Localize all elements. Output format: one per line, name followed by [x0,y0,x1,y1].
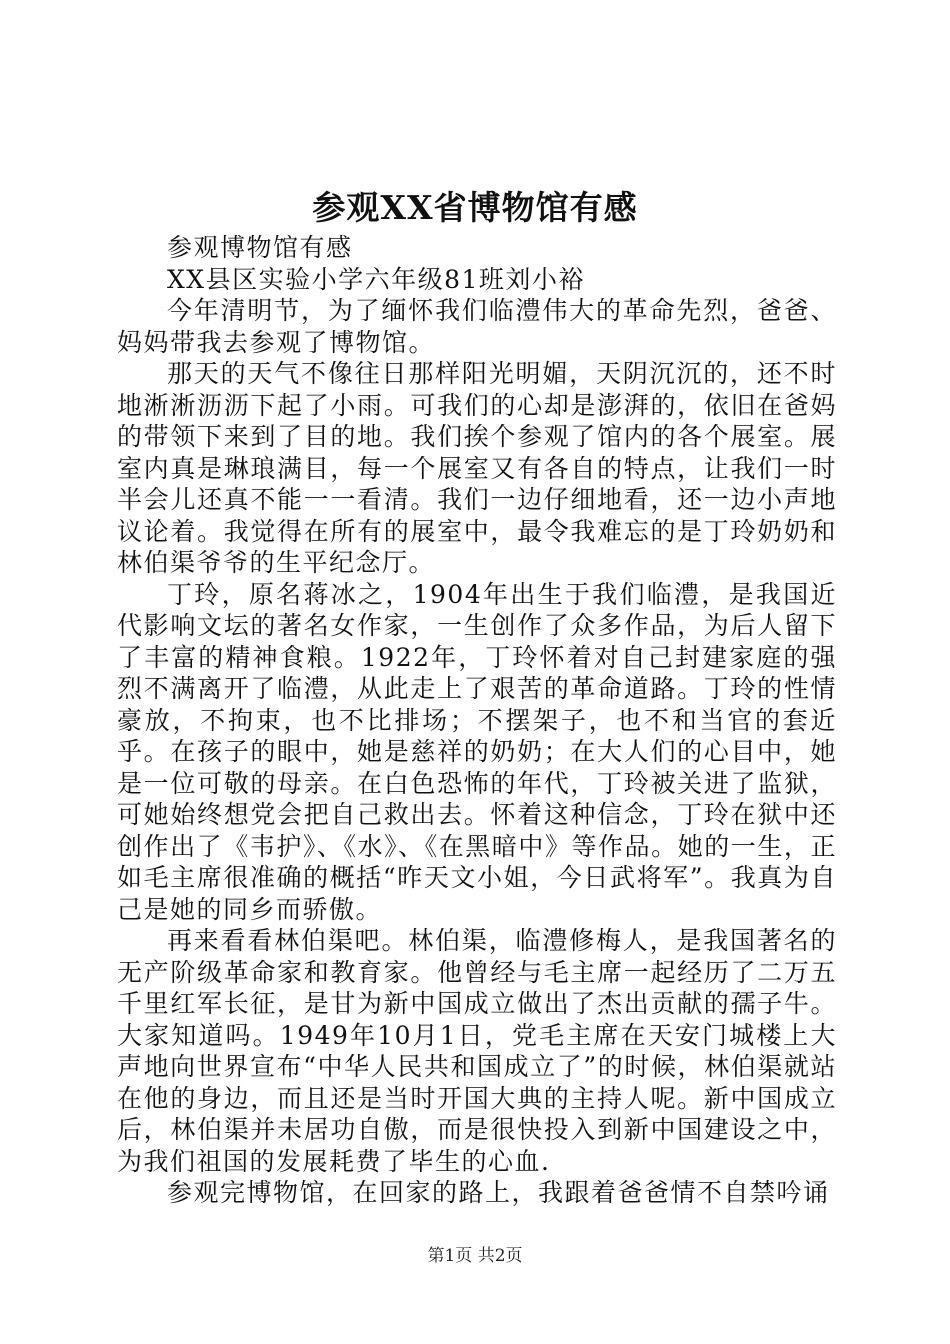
page-number-footer: 第1页 共2页 [427,1246,523,1266]
body-paragraph: 参观完博物馆，在回家的路上，我跟着爸爸情不自禁吟诵 [167,1178,830,1207]
body-paragraph: 今年清明节，为了缅怀我们临澧伟大的革命先烈，爸爸、妈妈带我去参观了博物馆。 [117,296,837,357]
body-paragraph: 那天的天气不像往日那样阳光明媚，天阴沉沉的，还不时地淅淅沥沥下起了小雨。可我们的心却是澎湃的，依旧在爸妈的带领下来到了目的地。我们挨个参观了馆内的各个展室。展室内真是琳琅满目，每一个展室又有各自的特点，让我们一时半会儿还真不能一一看清。我们一边仔细地看，还一边小声地议论着。我觉得在所有的展室中，最令我难忘的是丁玲奶奶和林伯渠爷爷的生平纪念厅。 [117,359,837,577]
subtitle-paragraph: 参观博物馆有感 [167,233,353,262]
document-body [117,232,837,1209]
document-title: 参观XX省博物馆有感 [312,188,638,227]
body-paragraph: 丁玲，原名蒋冰之，1904年出生于我们临澧，是我国近代影响文坛的著名女作家，一生创作了众多作品，为后人留下了丰富的精神食粮。1922年，丁玲怀着对自己封建家庭的强烈不满离开了临澧，从此走上了艰苦的革命道路。丁玲的性情豪放，不拘束，也不比排场；不摆架子，也不和当官的套近乎。在孩子的眼中，她是慈祥的奶奶；在大人们的心目中，她是一位可敬的母亲。在白色恐怖的年代，丁玲被关进了监狱，可她始终想党会把自己救出去。怀着这种信念，丁玲在狱中还创作出了《韦护》、《水》、《在黑暗中》等作品。她的一生，正如毛主席很准确的概括“昨天文小姐，今日武将军”。我真为自己是她的同乡而骄傲。 [117,579,837,924]
body-paragraph: 再来看看林伯渠吧。林伯渠，临澧修梅人，是我国著名的无产阶级革命家和教育家。他曾经与毛主席一起经历了二万五千里红军长征，是甘为新中国成立做出了杰出贡献的孺子牛。大家知道吗。1949年10月1日，党毛主席在天安门城楼上大声地向世界宣布“中华人民共和国成立了”的时候，林伯渠就站在他的身边，而且还是当时开国大典的主持人呢。新中国成立后，林伯渠并未居功自傲，而是很快投入到新中国建设之中，为我们祖国的发展耗费了毕生的心血. [117,926,837,1176]
author-paragraph: XX县区实验小学六年级81班刘小裕 [167,264,585,294]
